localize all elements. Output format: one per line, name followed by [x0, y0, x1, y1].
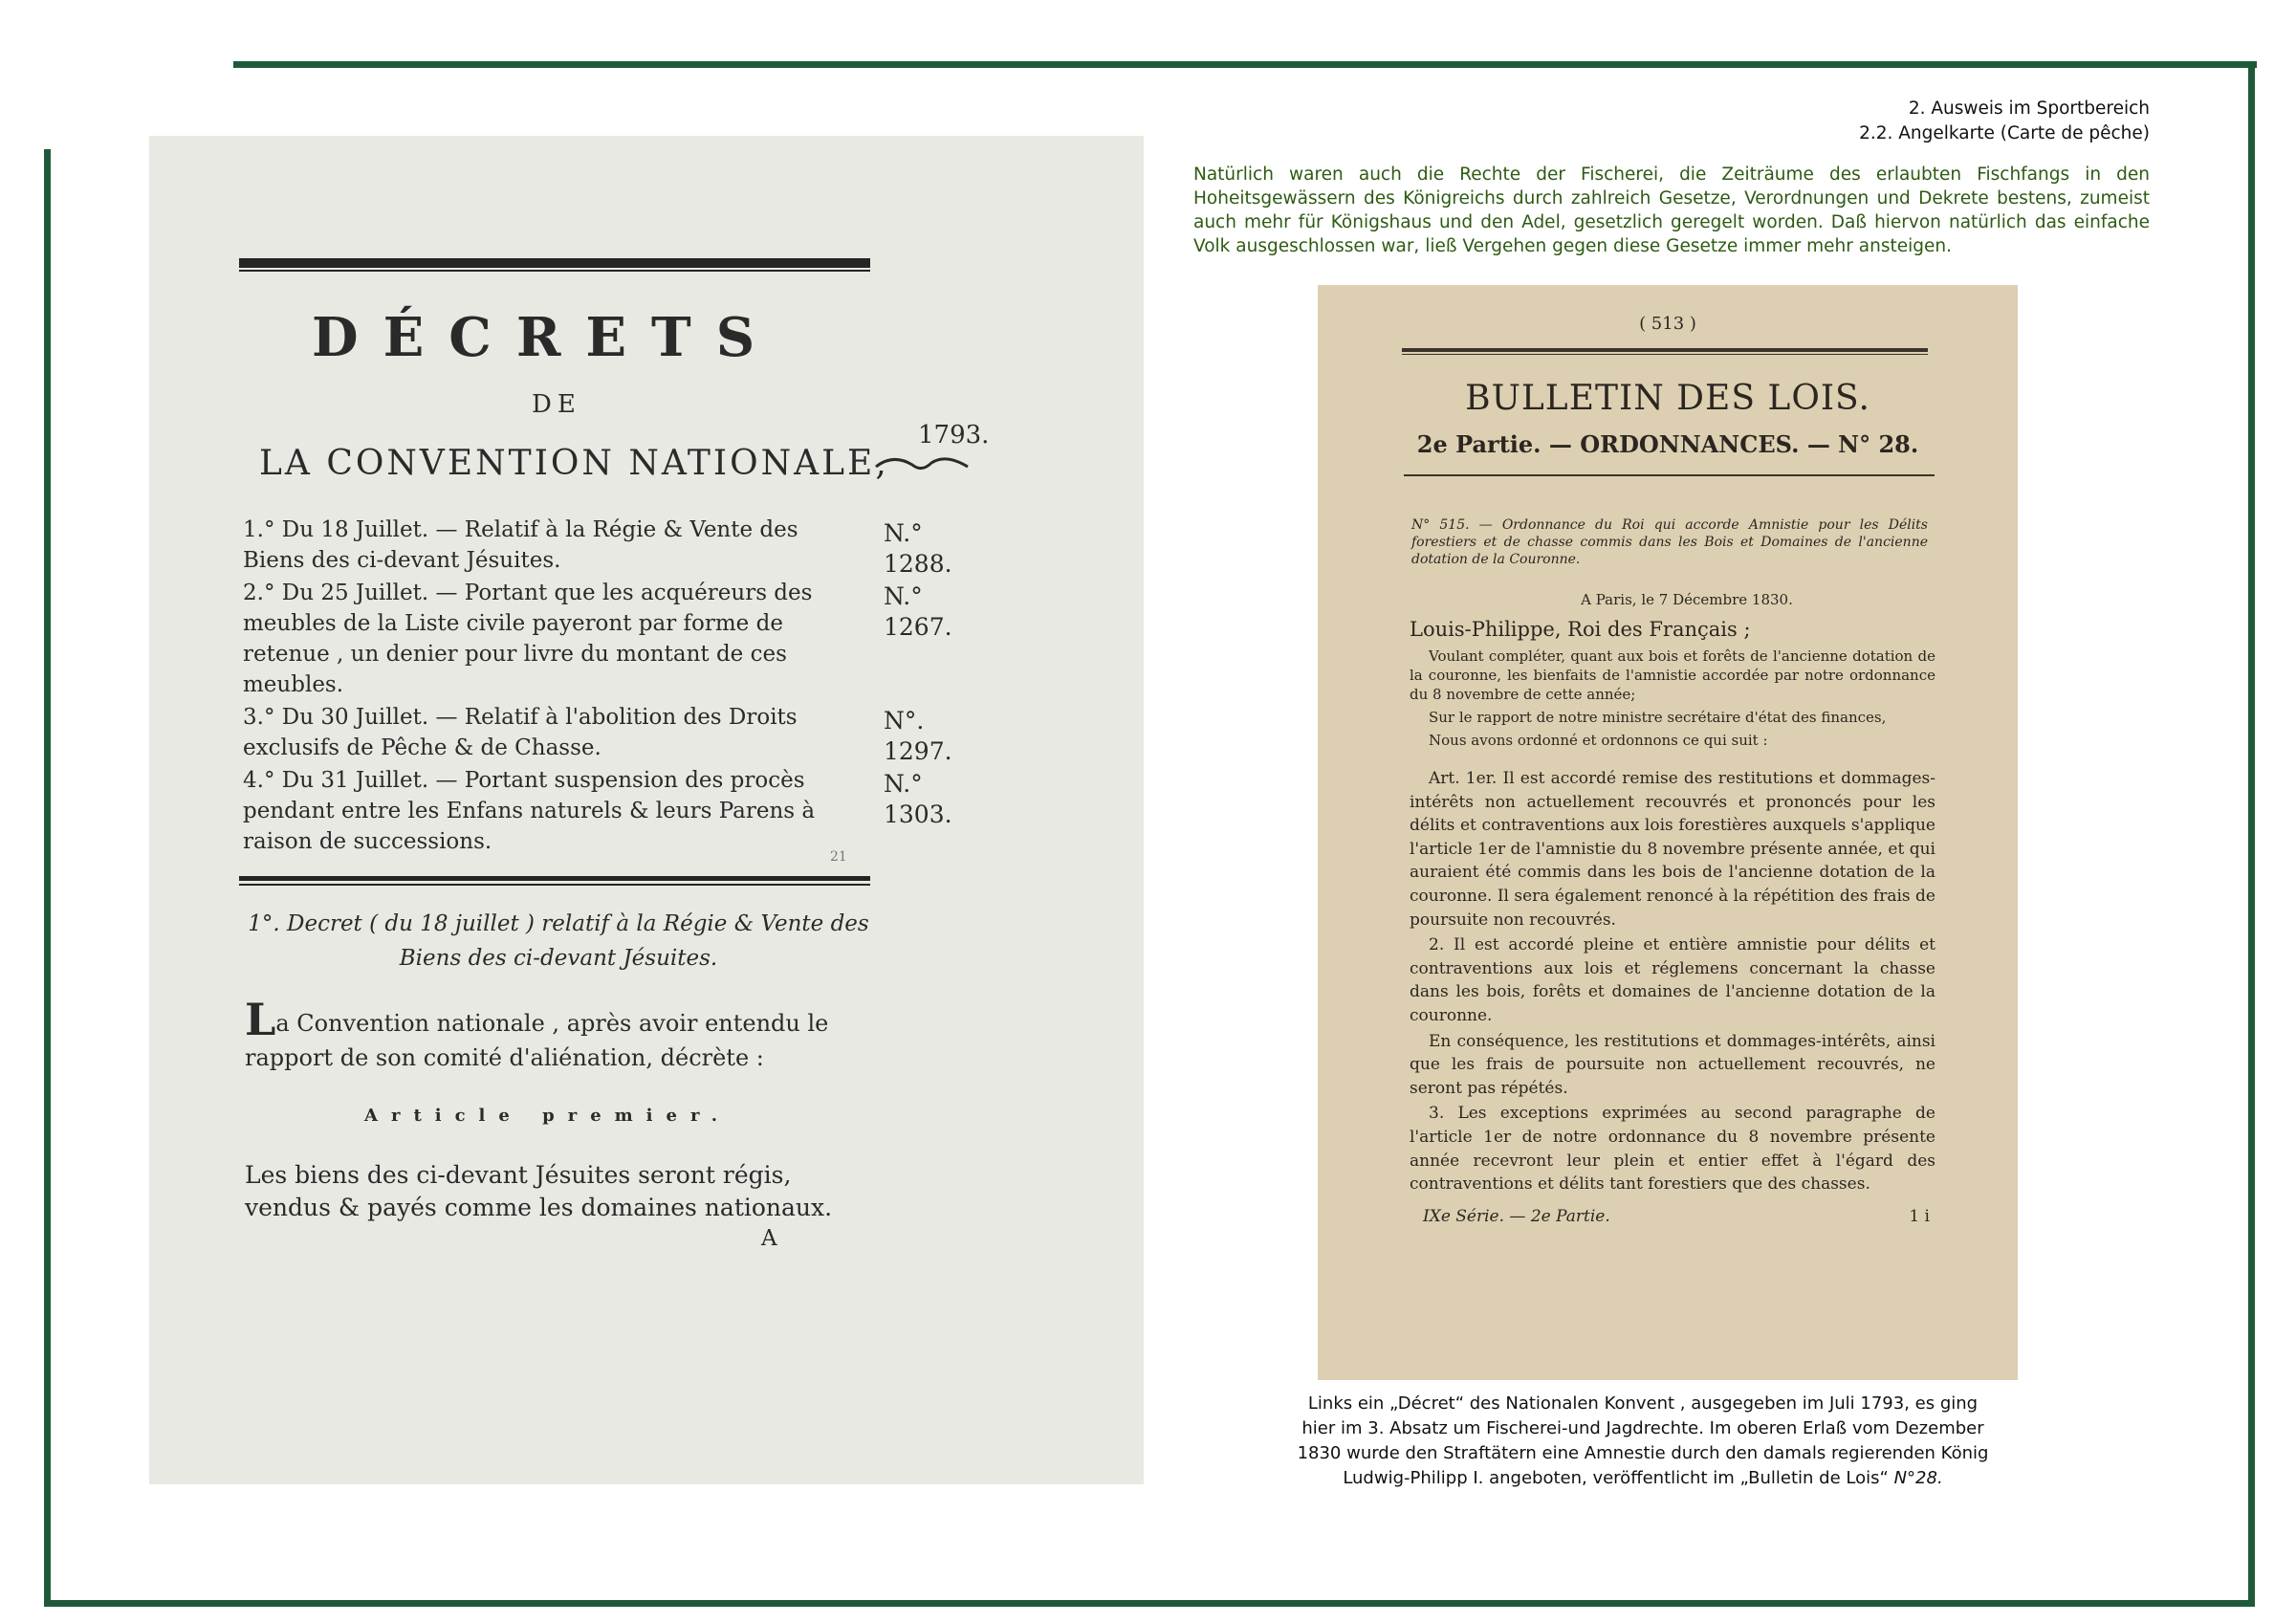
frame-top-border: [233, 61, 2257, 68]
bulletin-footer: [1423, 1207, 1930, 1226]
signature-mark: A: [761, 1226, 777, 1251]
article-paragraph: 2. Il est accordé pleine et entière amnistie pour délits et contraventions aux lois et réglemens concernant la chasse dans les bois, forêts et domaines de l'ancienne dotation de la couronne.: [1410, 935, 1935, 1025]
decrets-year: 1793.: [918, 421, 990, 450]
decret-item-text: 2.° Du 25 Juillet. — Portant que les acquéreurs des meubles de la Liste civile payeront par forme de retenue , un denier pour livre du montant de ces meubles.: [243, 581, 813, 697]
decret-opening-text: a Convention nationale , après avoir entendu le rapport de son comité d'aliénation, décrète :: [245, 1010, 829, 1071]
frame-left-border: [44, 149, 51, 1607]
bulletin-divider: [1404, 474, 1935, 476]
top-rule: [239, 258, 870, 268]
ordonnance-articles: [1410, 767, 1935, 1198]
bulletin-series: IXe Série. — 2e Partie.: [1423, 1207, 1610, 1226]
caption-bulletin-number: N°28.: [1893, 1468, 1943, 1488]
caption-line-text: Ludwig-Philipp I. angeboten, veröffentlicht im „Bulletin de Lois“: [1343, 1468, 1889, 1488]
decret-item-text: 3.° Du 30 Juillet. — Relatif à l'abolition des Droits exclusifs de Pêche & de Chasse.: [243, 705, 798, 760]
page-header: [1859, 97, 2150, 146]
decret-item-text: 4.° Du 31 Juillet. — Portant suspension des procès pendant entre les Enfans naturels & leurs Parens à raison de successions.: [243, 768, 816, 854]
bulletin-title: BULLETIN DES LOIS.: [1465, 379, 1870, 418]
decrets-list: [243, 515, 952, 859]
king-heading: Louis-Philippe, Roi des Français ;: [1410, 618, 1751, 641]
decret-opening-paragraph: [245, 994, 876, 1075]
decret-item-number: N.° 1267.: [884, 582, 952, 641]
intro-paragraph: Natürlich waren auch die Rechte der Fischerei, die Zeiträume des erlaubten Fischfangs in den Hoheitsgewässern des Königreichs durch zahlreich Gesetze, Verordnungen und Dekrete bestens, zumeist auch mehr für Königshaus und den Adel, gesetzlich geregelt worden. Daß hiervon natürlich das einfache Volk ausgeschlossen war, ließ Vergehen gegen diese Gesetze immer mehr ansteigen.: [1193, 164, 2150, 256]
decrets-list-item: [243, 702, 952, 765]
ordonnance-preamble: [1410, 647, 1935, 754]
middle-rule-thin: [239, 884, 870, 886]
decrets-convention: LA CONVENTION NATIONALE,: [259, 444, 889, 483]
article-paragraph: Art. 1er. Il est accordé remise des restitutions et dommages-intérêts non actuellement recouvrés et prononcés pour les délits et contraventions aux lois forestières auxquels s'applique l'article 1er de l'amnistie du 8 novembre présente année, et qui auraient été commis dans les bois de l'ancienne dotation de la couronne. Il sera également renoncé à la répétition des frais de poursuite non recouvrés.: [1410, 769, 1935, 930]
preamble-paragraph: Nous avons ordonné et ordonnons ce qui suit :: [1429, 732, 1768, 749]
flourish-ornament: [874, 451, 970, 480]
caption-line: hier im 3. Absatz um Fischerei-und Jagdrechte. Im oberen Erlaß vom Dezember: [1301, 1418, 1984, 1438]
decrets-title: DÉCRETS: [312, 306, 780, 369]
bulletin-top-rule-thin: [1402, 354, 1928, 355]
ordonnance-summary: N° 515. — Ordonnance du Roi qui accorde Amnistie pour les Délits forestiers et de chasse commis dans les Bois et Domaines de l'ancienne dotation de la Couronne.: [1411, 517, 1928, 567]
top-rule-thin: [239, 270, 870, 272]
bulletin-signature: 1 i: [1909, 1207, 1930, 1226]
header-section-title: 2. Ausweis im Sportbereich: [1908, 99, 2150, 119]
article-heading: Article premier.: [364, 1106, 732, 1126]
preamble-paragraph: Sur le rapport de notre ministre secrétaire d'état des finances,: [1429, 709, 1887, 726]
page-stamp: 21: [830, 849, 847, 865]
decret-item-number: N°. 1297.: [884, 707, 952, 765]
decret-item-number: N.° 1303.: [884, 770, 952, 828]
frame-bottom-border: [44, 1600, 2255, 1607]
decrets-list-item: [243, 515, 952, 578]
caption-line: 1830 wurde den Straftätern eine Amnestie durch den damals regierenden König: [1297, 1443, 1989, 1463]
header-subsection-title: 2.2. Angelkarte (Carte de pêche): [1859, 123, 2150, 143]
decrets-list-item: [243, 578, 952, 700]
caption-line: Links ein „Décret“ des Nationalen Konvent , ausgegeben im Juli 1793, es ging: [1307, 1393, 1979, 1414]
decrets-list-item: [243, 765, 952, 857]
ordonnance-date: A Paris, le 7 Décembre 1830.: [1581, 591, 1793, 608]
preamble-paragraph: Voulant compléter, quant aux bois et forêts de l'ancienne dotation de la couronne, les bienfaits de l'amnistie accordée par notre ordonnance du 8 novembre de cette année;: [1410, 647, 1935, 703]
bulletin-scan: [1318, 285, 2018, 1380]
caption-line: [1272, 1466, 2014, 1491]
bulletin-page-number: ( 513 ): [1639, 314, 1696, 334]
frame-right-border: [2248, 61, 2255, 1607]
decret-item-text: 1.° Du 18 Juillet. — Relatif à la Régie & Vente des Biens des ci-devant Jésuites.: [243, 517, 798, 573]
bulletin-subtitle: 2e Partie. — ORDONNANCES. — N° 28.: [1416, 430, 1919, 458]
decrets-de: DE: [532, 390, 581, 419]
article-paragraph: 3. Les exceptions exprimées au second paragraphe de l'article 1er de notre ordonnance du 8 novembre présente année recevront leur plein et entier effet à l'égard des contraventions et délits tant forestiers que des chasses.: [1410, 1104, 1935, 1195]
decrets-scan: [149, 136, 1144, 1484]
drop-cap: L: [245, 994, 276, 1045]
middle-rule: [239, 876, 870, 881]
decret-heading: 1°. Decret ( du 18 juillet ) relatif à la Régie & Vente des Biens des ci-devant Jésuites.: [248, 911, 869, 971]
bulletin-top-rule: [1402, 348, 1928, 352]
article-paragraph: En conséquence, les restitutions et dommages-intérêts, ainsi que les frais de poursuite non actuellement recouvrés, ne seront pas répétés.: [1410, 1031, 1935, 1098]
figure-caption: [1272, 1392, 2014, 1491]
decret-item-number: N.° 1288.: [884, 519, 952, 578]
article-text: Les biens des ci-devant Jésuites seront régis, vendus & payés comme les domaines nationaux.: [245, 1161, 833, 1221]
